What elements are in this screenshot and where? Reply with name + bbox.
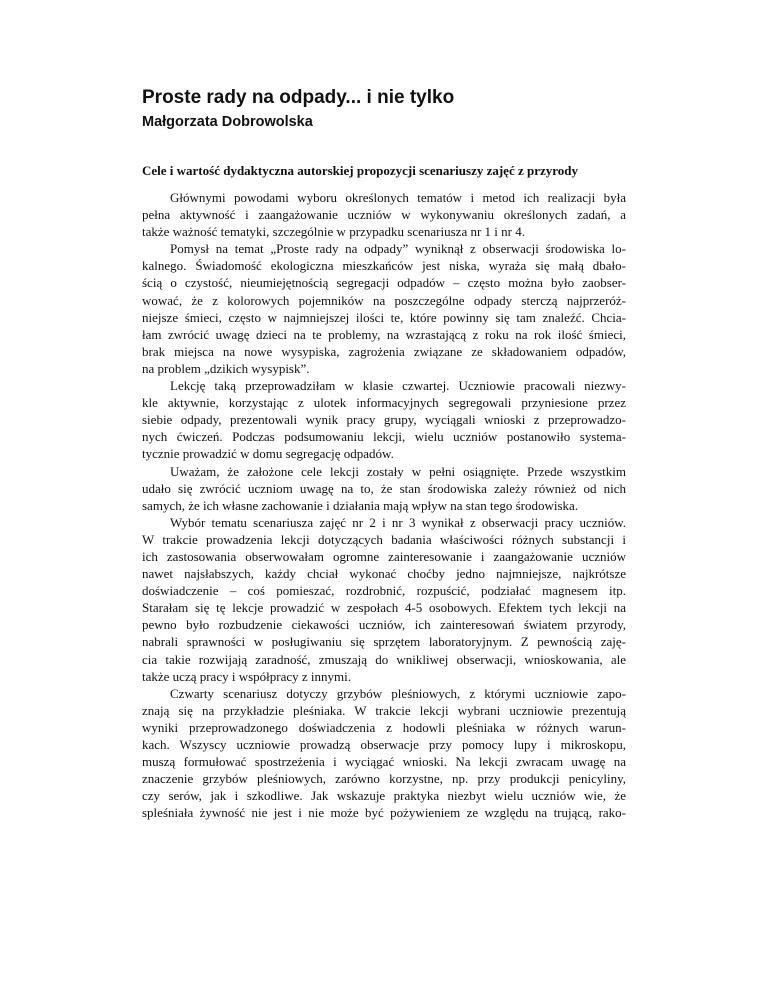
text-line: znaczenie grzybów pleśniowych, zarówno korzystne, np. przy produkcji penicyliny, [142, 771, 626, 787]
body-text [142, 189, 626, 821]
text-line: muszą formułować spostrzeżenia i wyciągać wnioski. Na lekcji zwracam uwagę na [142, 754, 626, 770]
article-title: Proste rady na odpady... i nie tylko [142, 87, 455, 108]
text-line: wować, że z kolorowych pojemników na poszczególne odpady sterczą najprzeróż- [142, 292, 626, 308]
text-line: łam zwrócić uwagę dzieci na te problemy, na wzrastającą z roku na rok ilość śmieci, [142, 326, 626, 342]
text-line: czy serów, jak i szkodliwe. Jak wskazuje praktyka niezbyt wielu uczniów wie, że [142, 788, 626, 804]
text-line: udało się zwrócić uczniom uwagę na to, że stan środowiska zależy również od nich [142, 480, 626, 496]
text-line: doświadczenie – coś pomieszać, rozdrobnić, rozpuścić, podziałać magnesem itp. [142, 583, 626, 599]
text-line: samych, że ich własne zachowanie i działania mają wpływ na stan tego środowiska. [142, 497, 579, 513]
article-author: Małgorzata Dobrowolska [142, 114, 313, 130]
text-line: nych ćwiczeń. Podczas podsumowaniu lekcji, wielu uczniów postanowiło systema- [142, 429, 626, 445]
text-line: także ważność tematyki, szczególnie w przypadku scenariusza nr 1 i nr 4. [142, 224, 525, 240]
text-line: Lekcję taką przeprowadziłam w klasie czwartej. Uczniowie pracowali niezwy- [170, 378, 626, 394]
text-line: tycznie prowadzić w domu segregację odpadów. [142, 446, 394, 462]
text-line: Starałam się tę lekcje prowadzić w zespołach 4-5 osobowych. Efektem tych lekcji na [142, 600, 626, 616]
text-line: kach. Wszyscy uczniowie prowadzą obserwacje przy pomocy lupy i mikroskopu, [142, 737, 626, 752]
text-line: W trakcie prowadzenia lekcji dotyczących badania właściwości różnych substancji i [142, 531, 626, 547]
text-line: znają się na przykładzie pleśniaka. W trakcie lekcji wybrani uczniowie prezentują [142, 702, 626, 718]
text-line: kalnego. Świadomość ekologiczna mieszkańców jest niska, wyraża się małą dbało- [142, 258, 626, 274]
text-line: niejsze śmieci, często w najmniejszej ilości te, które powinny się tam znaleźć. Chcia- [142, 309, 626, 325]
text-line: spleśniała żywność nie jest i nie może być pożywieniem ze względu na trującą, rako- [142, 805, 626, 821]
text-line: wyniki przeprowadzonego doświadczenia z hodowli pleśniaka w różnych warun- [142, 719, 626, 735]
text-line: Uważam, że założone cele lekcji zostały w pełni osiągnięte. Przede wszystkim [170, 463, 626, 479]
text-line: na problem „dzikich wysypisk”. [142, 360, 310, 376]
text-line: cia takie rozwijają zaradność, zmuszają do wnikliwej obserwacji, wnioskowania, ale [142, 651, 626, 667]
text-line: Wybór tematu scenariusza zajęć nr 2 i nr 3 wynikał z obserwacji pracy uczniów. [170, 514, 626, 530]
text-line: kle aktywnie, korzystając z ulotek informacyjnych segregowali przyniesione przez [142, 395, 626, 411]
text-line: brak miejsca na nowe wysypiska, zagrożenia związane ze składowaniem odpadów, [142, 343, 626, 359]
text-line: nawet najsłabszych, każdy chciał wykonać choćby jedno najmniejsze, najkrótsze [142, 566, 626, 582]
text-line: Głównymi powodami wyboru określonych tematów i metod ich realizacji była [170, 190, 626, 205]
text-line: nabrali sprawności w posługiwaniu się sprzętem laboratoryjnym. Z pewnością zaję- [142, 634, 626, 650]
text-line: ich zastosowania obserwowałam ogromne zainteresowanie i zaangażowanie uczniów [142, 548, 626, 564]
text-line: Pomysł na temat „Proste rady na odpady” wyniknął z obserwacji środowiska lo- [170, 241, 626, 257]
text-line: siebie odpady, prezentowali wynik pracy grupy, wyciągali wnioski z przeprowadzo- [142, 412, 626, 428]
text-line: pewno było rozbudzenie ciekawości uczniów, ich zainteresowań światem przyrody, [142, 617, 626, 633]
section-heading: Cele i wartość dydaktyczna autorskiej propozycji scenariuszy zajęć z przyrody [142, 163, 579, 178]
text-line: ścią o czystość, nieumiejętnością segregacji odpadów – często można było zaobser- [142, 275, 626, 291]
text-line: Czwarty scenariusz dotyczy grzybów pleśniowych, z którymi uczniowie zapo- [170, 685, 626, 701]
text-line: także uczą pracy i współpracy z innymi. [142, 668, 351, 684]
text-line: pełna aktywność i zaangażowanie uczniów w wykonywaniu określonych zadań, a [142, 207, 626, 223]
